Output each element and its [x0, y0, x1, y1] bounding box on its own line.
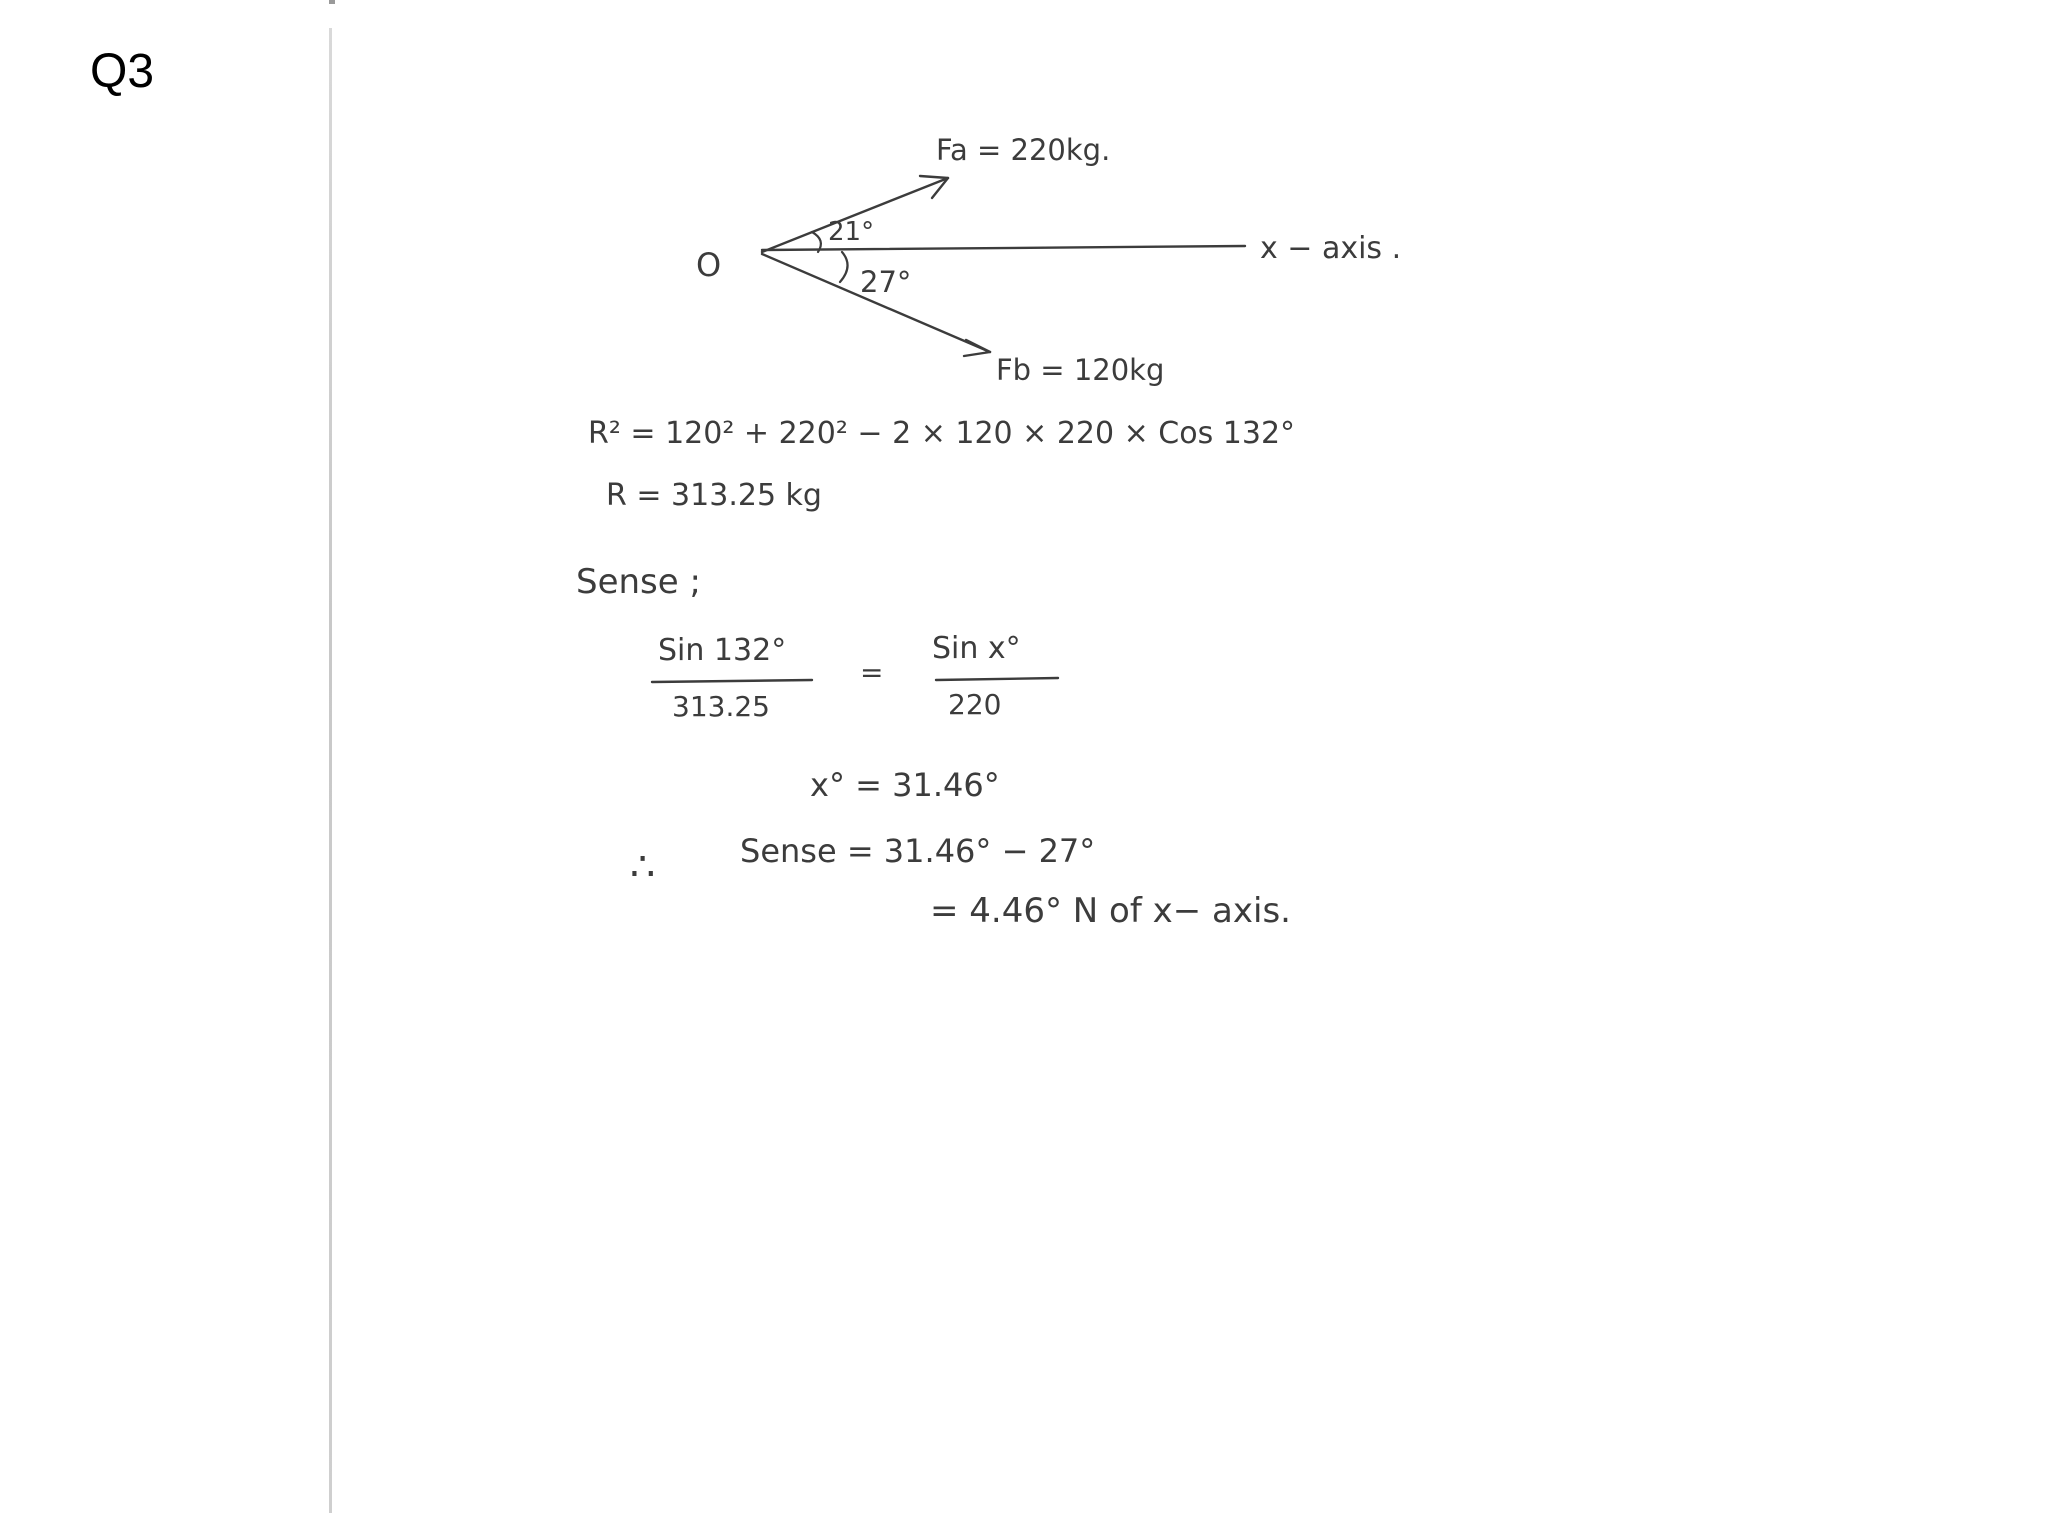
fb-label: Fb = 120kg: [996, 353, 1165, 387]
sense-heading: Sense ;: [576, 562, 701, 602]
fraction-left-denominator: 313.25: [672, 690, 770, 723]
fraction-left-numerator: Sin 132°: [658, 633, 787, 668]
therefore-symbol: ∴: [630, 844, 656, 890]
fraction-right-bar: [936, 678, 1058, 680]
angle-x-value: x° = 31.46°: [810, 766, 1000, 804]
fraction-right-denominator: 220: [948, 688, 1002, 721]
angle-upper-label: 21°: [828, 217, 875, 247]
fraction-right-numerator: Sin x°: [932, 631, 1021, 666]
sense-final-answer: = 4.46° N of x− axis.: [930, 891, 1291, 931]
fraction-left-bar: [652, 680, 812, 682]
angle-lower-label: 27°: [860, 265, 912, 299]
origin-label: O: [696, 246, 722, 284]
fraction-equals: =: [860, 656, 884, 689]
resultant-value: R = 313.25 kg: [606, 478, 822, 513]
vector-diagram: [696, 133, 1401, 387]
x-axis-label: x − axis .: [1260, 231, 1402, 266]
sense-subtraction: Sense = 31.46° − 27°: [740, 832, 1096, 870]
cosine-rule-equation: R² = 120² + 220² − 2 × 120 × 220 × Cos 132°: [588, 416, 1296, 451]
question-label: Q3: [90, 45, 155, 98]
fa-label: Fa = 220kg.: [936, 133, 1111, 167]
working-steps: [576, 416, 1295, 931]
angle-arc-lower: [840, 252, 848, 282]
